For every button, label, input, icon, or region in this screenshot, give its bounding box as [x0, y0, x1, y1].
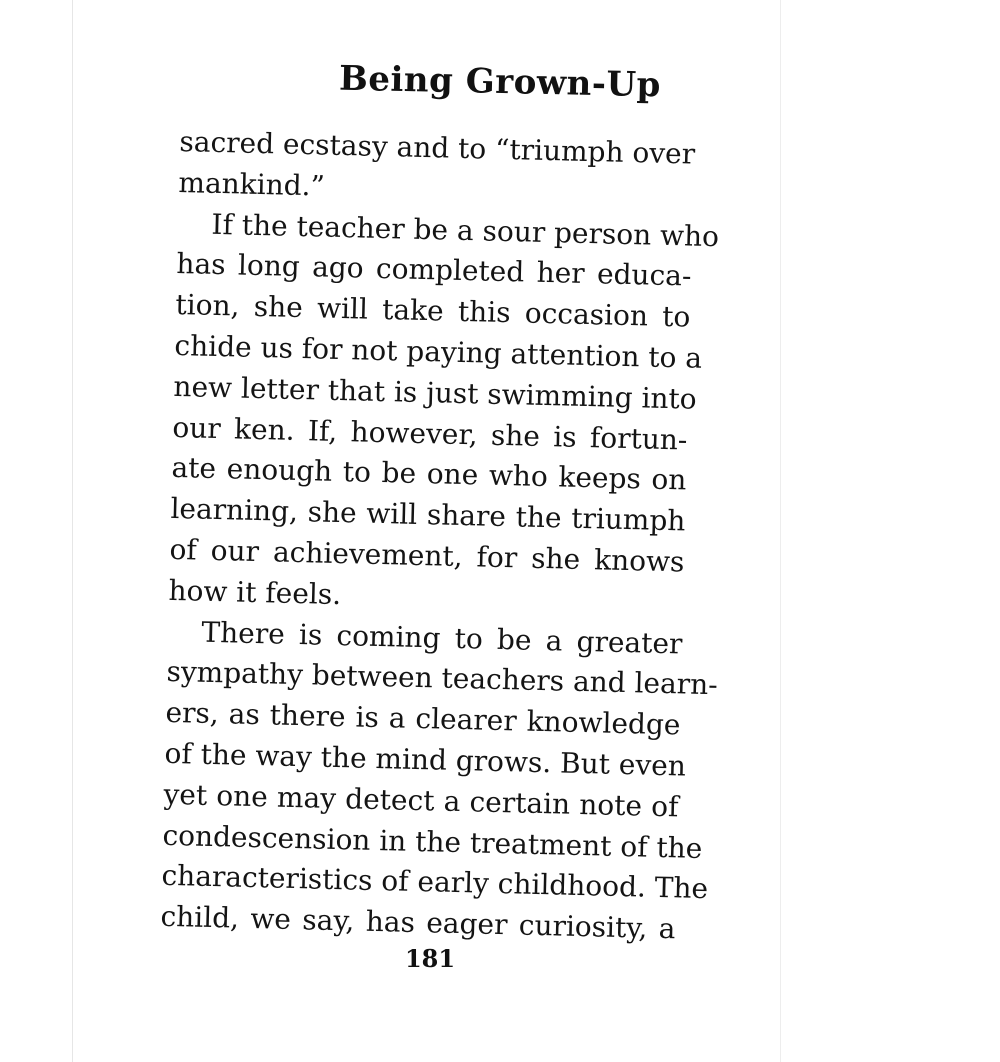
text-line: characteristics of early childhood. The [161, 859, 709, 906]
page-number: 181 [404, 944, 456, 973]
text-line: of our achievement, for she knows [169, 532, 685, 579]
text-line: sacred ecstasy and to “triumph over [179, 124, 696, 171]
text-line: learning, she will share the triumph [170, 492, 686, 538]
text-line: yet one may detect a certain note of [163, 777, 679, 824]
text-line: tion, she will take this occasion to [175, 288, 691, 334]
scan-edge-right [780, 0, 781, 1062]
text-line: how it feels. [168, 573, 342, 611]
running-head: Being Grown-Up [338, 58, 662, 106]
text-line: There is coming to be a greater [201, 615, 683, 660]
text-line: has long ago completed her educa- [176, 247, 692, 293]
text-line: sympathy between teachers and learn- [166, 655, 719, 702]
text-line: new letter that is just swimming into [173, 369, 698, 416]
body-text [160, 122, 720, 950]
text-line: chide us for not paying attention to a [174, 328, 703, 375]
scan-edge-left [72, 0, 73, 1062]
text-line: ate enough to be one who keeps on [171, 451, 687, 497]
text-line: of the way the mind grows. But even [164, 736, 687, 783]
text-line: condescension in the treatment of the [162, 818, 703, 865]
text-line: ers, as there is a clearer knowledge [165, 695, 681, 742]
text-line: If the teacher be a sour person who [211, 207, 720, 253]
text-line: our ken. If, however, she is fortun- [172, 410, 688, 457]
text-line: child, we say, has eager curiosity, a [160, 899, 676, 946]
text-line: mankind.” [178, 165, 326, 203]
